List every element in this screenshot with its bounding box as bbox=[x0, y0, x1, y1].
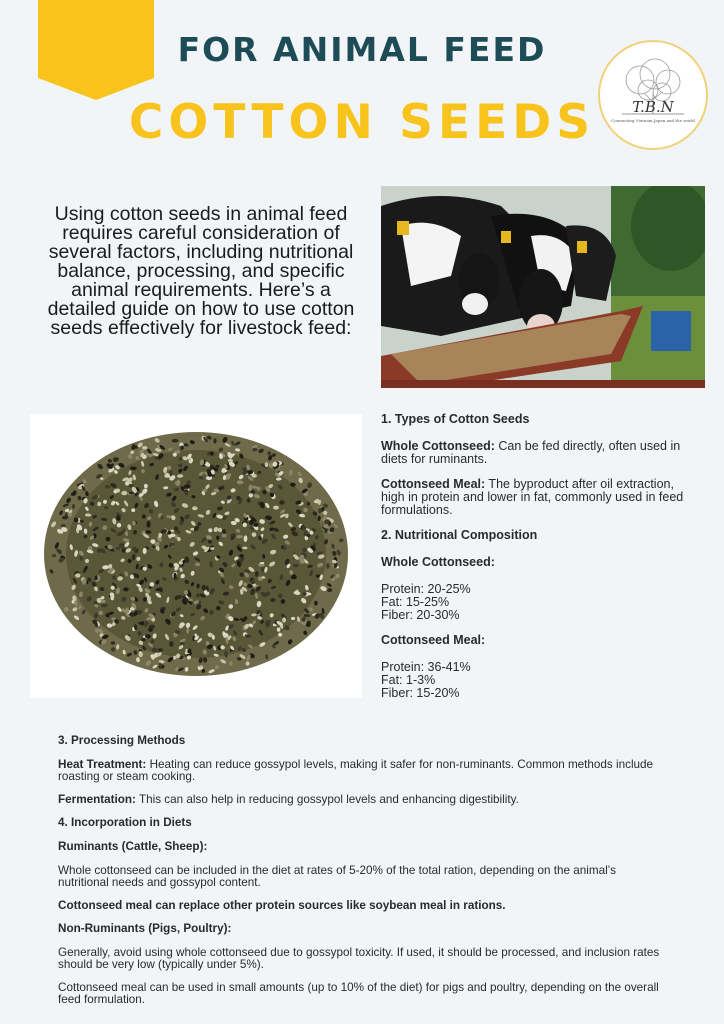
meal-nutrition-title: Cottonseed Meal: bbox=[381, 633, 486, 647]
processing-heading: 3. Processing Methods bbox=[58, 734, 186, 747]
logo-tagline: Connecting Vietnam,Japan and the world bbox=[611, 118, 695, 123]
cottonseed-meal-desc bbox=[381, 478, 701, 517]
meal-fat: Fat: 1-3% bbox=[381, 673, 436, 687]
logo-letters: T.B.N bbox=[632, 98, 674, 116]
whole-cottonseed-text: Can be fed directly, often used in diets for ruminants. bbox=[381, 439, 681, 466]
whole-nutrition-list bbox=[381, 583, 701, 622]
meal-protein: Protein: 36-41% bbox=[381, 660, 471, 674]
seed-grain bbox=[105, 485, 110, 489]
whole-nutrition-title: Whole Cottonseed: bbox=[381, 555, 495, 569]
seed-grain bbox=[75, 573, 80, 577]
whole-fat: Fat: 15-25% bbox=[381, 595, 450, 609]
cottonseed-meal-text: The byproduct after oil extraction, high in protein and lower in fat, commonly used in feed formulations. bbox=[381, 477, 684, 517]
whole-cottonseed-label: Whole Cottonseed: bbox=[381, 439, 495, 453]
non-ruminants-text-1: Generally, avoid using whole cottonseed due to gossypol toxicity. If used, it should be processed, and inclusion rates should be very low (typically under 5%). bbox=[58, 946, 660, 971]
fermentation-label: Fermentation: bbox=[58, 793, 136, 806]
fermentation-desc bbox=[58, 794, 668, 806]
diets-heading: 4. Incorporation in Diets bbox=[58, 816, 192, 829]
company-logo bbox=[598, 40, 708, 150]
ruminants-title: Ruminants (Cattle, Sheep): bbox=[58, 840, 208, 853]
seed-grain bbox=[111, 647, 115, 651]
cotton-seeds-photo bbox=[30, 414, 362, 698]
usage-section bbox=[58, 735, 668, 1017]
whole-protein: Protein: 20-25% bbox=[381, 582, 471, 596]
heat-treatment-label: Heat Treatment: bbox=[58, 758, 147, 771]
intro-paragraph: Using cotton seeds in animal feed requires careful consideration of several factors, including nutritional balance, processing, and specific animal requirements. Here’s a detailed guide on how to use cotton seeds effectively for livestock feed: bbox=[47, 203, 355, 339]
meal-fiber: Fiber: 15-20% bbox=[381, 686, 460, 700]
meal-nutrition-list bbox=[381, 661, 701, 700]
non-ruminants-title: Non-Ruminants (Pigs, Poultry): bbox=[58, 922, 232, 935]
cottonseed-meal-label: Cottonseed Meal: bbox=[381, 477, 486, 491]
whole-cottonseed-desc bbox=[381, 440, 701, 466]
seed-grain bbox=[174, 573, 177, 579]
heat-treatment-text: Heating can reduce gossypol levels, making it safer for non-ruminants. Common methods include roasting or steam cooking. bbox=[58, 758, 654, 783]
non-ruminants-text-2: Cottonseed meal can be used in small amounts (up to 10% of the diet) for pigs and poultry, depending on the overall feed formulation. bbox=[58, 981, 659, 1006]
page-subtitle: FOR ANIMAL FEED bbox=[177, 30, 547, 69]
types-heading: 1. Types of Cotton Seeds bbox=[381, 412, 530, 426]
tree-logo-icon bbox=[600, 42, 706, 148]
nutrition-heading: 2. Nutritional Composition bbox=[381, 528, 538, 542]
whole-fiber: Fiber: 20-30% bbox=[381, 608, 460, 622]
fermentation-text: This can also help in reducing gossypol levels and enhancing digestibility. bbox=[135, 793, 519, 806]
seed-info-column bbox=[381, 413, 701, 712]
page-title: COTTON SEEDS bbox=[128, 95, 596, 150]
cows-feeding-photo bbox=[381, 186, 705, 388]
seed-grain bbox=[172, 439, 179, 443]
heat-treatment-desc bbox=[58, 759, 668, 783]
meal-replace-text: Cottonseed meal can replace other protein sources like soybean meal in rations. bbox=[58, 899, 506, 912]
ruminants-text: Whole cottonseed can be included in the diet at rates of 5-20% of the total ration, depending on the animal’s nutritional needs and gossypol content. bbox=[58, 864, 616, 889]
